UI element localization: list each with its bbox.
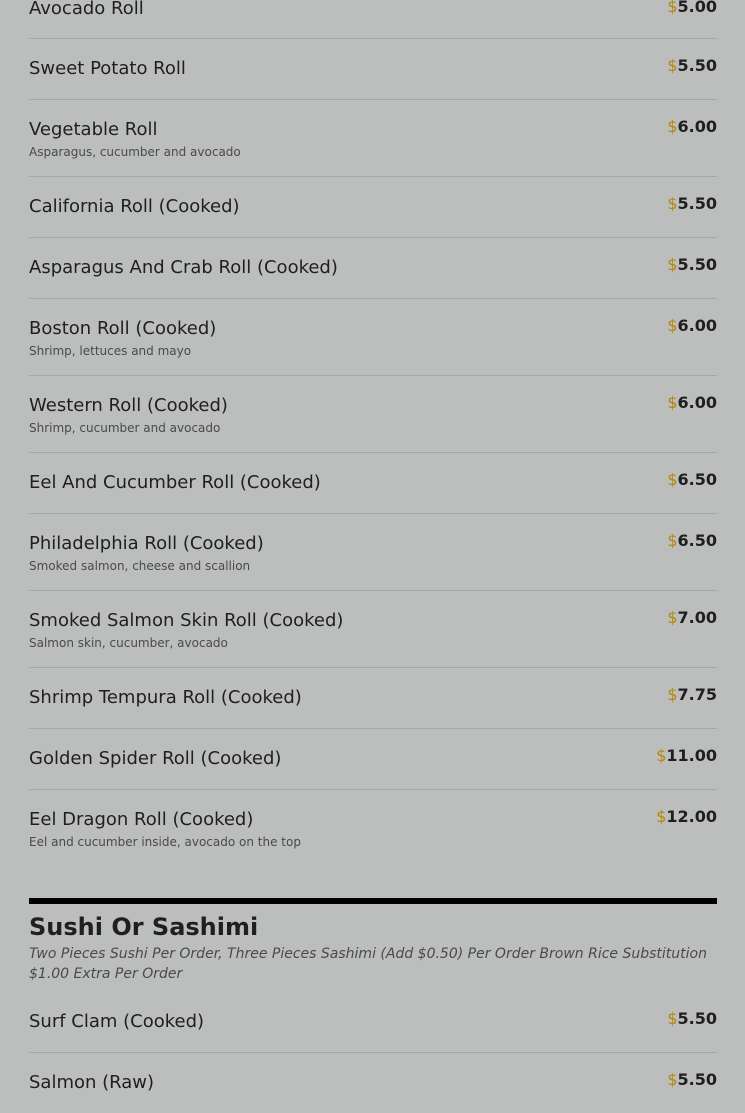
section-description: Two Pieces Sushi Per Order, Three Pieces Sashimi (Add $0.50) Per Order Brown Rice Substitution $1.00 Extra Per Order <box>29 946 707 982</box>
menu-item[interactable] <box>29 0 717 39</box>
menu-item[interactable] <box>29 514 717 591</box>
menu-item[interactable] <box>29 376 717 453</box>
item-price-value: 5.50 <box>677 1070 717 1089</box>
item-price <box>656 746 717 766</box>
menu-item[interactable] <box>29 591 717 668</box>
item-price-value: 7.00 <box>677 608 717 627</box>
menu-item[interactable] <box>29 668 717 729</box>
item-price-value: 5.50 <box>677 1009 717 1028</box>
item-name: Avocado Roll <box>29 0 144 19</box>
currency-symbol: $ <box>667 1009 678 1028</box>
item-price <box>667 316 717 336</box>
menu-item[interactable] <box>29 992 717 1053</box>
section-title: Sushi Or Sashimi <box>29 913 259 941</box>
item-price <box>667 470 717 490</box>
item-price <box>667 393 717 413</box>
item-name: Surf Clam (Cooked) <box>29 1011 205 1032</box>
menu-item[interactable] <box>29 729 717 790</box>
item-name: Sweet Potato Roll <box>29 58 186 79</box>
menu-item[interactable] <box>29 299 717 376</box>
currency-symbol: $ <box>667 117 678 136</box>
item-description: Smoked salmon, cheese and scallion <box>29 559 251 573</box>
menu-item[interactable] <box>29 453 717 514</box>
currency-symbol: $ <box>656 746 667 765</box>
currency-symbol: $ <box>667 56 678 75</box>
item-price-value: 6.00 <box>677 117 717 136</box>
item-price <box>667 531 717 551</box>
item-price <box>667 0 717 17</box>
item-description: Shrimp, cucumber and avocado <box>29 421 221 435</box>
currency-symbol: $ <box>667 0 678 16</box>
item-price <box>667 255 717 275</box>
item-price <box>667 56 717 76</box>
item-name: Eel And Cucumber Roll (Cooked) <box>29 472 321 493</box>
menu-item[interactable] <box>29 39 717 100</box>
item-name: Western Roll (Cooked) <box>29 395 228 416</box>
currency-symbol: $ <box>667 194 678 213</box>
section-sushi-or-sashimi <box>29 898 717 1104</box>
currency-symbol: $ <box>667 685 678 704</box>
item-price <box>667 1070 717 1090</box>
item-price <box>667 194 717 214</box>
menu-item[interactable] <box>29 238 717 299</box>
item-price-value: 6.00 <box>677 393 717 412</box>
item-price-value: 6.00 <box>677 316 717 335</box>
item-name: Shrimp Tempura Roll (Cooked) <box>29 687 302 708</box>
item-price-value: 5.50 <box>677 56 717 75</box>
item-price <box>667 117 717 137</box>
item-price-value: 5.50 <box>677 255 717 274</box>
currency-symbol: $ <box>667 470 678 489</box>
item-price-value: 5.50 <box>677 194 717 213</box>
menu-item[interactable] <box>29 1053 717 1113</box>
currency-symbol: $ <box>667 1070 678 1089</box>
currency-symbol: $ <box>667 608 678 627</box>
section-divider <box>29 898 717 904</box>
item-price-value: 6.50 <box>677 470 717 489</box>
menu-item[interactable] <box>29 100 717 177</box>
currency-symbol: $ <box>667 393 678 412</box>
item-name: Salmon (Raw) <box>29 1072 155 1093</box>
item-name: Boston Roll (Cooked) <box>29 318 217 339</box>
item-description: Salmon skin, cucumber, avocado <box>29 636 228 650</box>
item-price-value: 11.00 <box>666 746 717 765</box>
item-price <box>667 685 717 705</box>
item-price <box>656 807 717 827</box>
item-name: Eel Dragon Roll (Cooked) <box>29 809 254 830</box>
item-description: Shrimp, lettuces and mayo <box>29 344 192 358</box>
currency-symbol: $ <box>667 316 678 335</box>
item-name: Vegetable Roll <box>29 119 158 140</box>
currency-symbol: $ <box>667 255 678 274</box>
item-price <box>667 608 717 628</box>
menu-item[interactable] <box>29 790 717 866</box>
item-name: Smoked Salmon Skin Roll (Cooked) <box>29 610 344 631</box>
item-price-value: 7.75 <box>677 685 717 704</box>
item-name: Golden Spider Roll (Cooked) <box>29 748 282 769</box>
currency-symbol: $ <box>656 807 667 826</box>
item-name: California Roll (Cooked) <box>29 196 240 217</box>
item-price-value: 5.00 <box>677 0 717 16</box>
item-price-value: 12.00 <box>666 807 717 826</box>
item-description: Eel and cucumber inside, avocado on the top <box>29 835 301 849</box>
item-name: Asparagus And Crab Roll (Cooked) <box>29 257 338 278</box>
item-price-value: 6.50 <box>677 531 717 550</box>
menu-item[interactable] <box>29 177 717 238</box>
item-description: Asparagus, cucumber and avocado <box>29 145 241 159</box>
currency-symbol: $ <box>667 531 678 550</box>
item-name: Philadelphia Roll (Cooked) <box>29 533 264 554</box>
item-price <box>667 1009 717 1029</box>
